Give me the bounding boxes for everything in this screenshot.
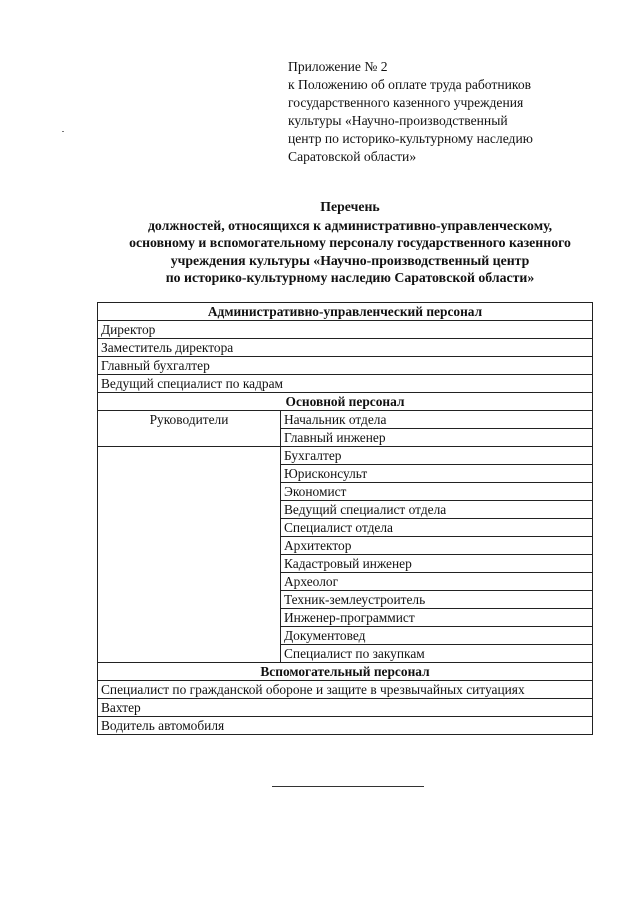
position-cell: Архитектор xyxy=(281,537,593,555)
position-cell: Бухгалтер xyxy=(281,447,593,465)
heading-title: Перечень xyxy=(320,199,380,214)
heading-line: основному и вспомогательному персоналу государственного казенного xyxy=(129,235,571,251)
position-cell: Водитель автомобиля xyxy=(98,717,593,735)
table-row xyxy=(98,717,593,735)
appendix-line: к Положению об оплате труда работников xyxy=(288,77,532,92)
end-divider-line xyxy=(272,786,424,787)
table-row xyxy=(98,393,593,411)
appendix-note xyxy=(288,58,618,166)
document-heading xyxy=(60,198,640,287)
table-row xyxy=(98,303,593,321)
table-row xyxy=(98,699,593,717)
table-row xyxy=(98,663,593,681)
heading-line: должностей, относящихся к административно-управленческому, xyxy=(147,217,553,233)
position-cell: Начальник отдела xyxy=(281,411,593,429)
table-row xyxy=(98,411,593,429)
position-cell: Экономист xyxy=(281,483,593,501)
section-header-admin: Административно-управленческий персонал xyxy=(98,303,593,321)
section-header-main: Основной персонал xyxy=(98,393,593,411)
heading-line: учреждения культуры «Научно-производственный центр xyxy=(170,252,530,268)
position-cell: Ведущий специалист по кадрам xyxy=(98,375,593,393)
position-cell: Главный инженер xyxy=(281,429,593,447)
position-cell: Специалист по закупкам xyxy=(281,645,593,663)
group-label-managers: Руководители xyxy=(98,411,281,447)
table-row xyxy=(98,321,593,339)
position-cell: Специалист отдела xyxy=(281,519,593,537)
table-row xyxy=(98,357,593,375)
section-header-support: Вспомогательный персонал xyxy=(98,663,593,681)
heading-line: по историко-культурному наследию Саратовской области» xyxy=(165,270,535,286)
appendix-line: Саратовской области» xyxy=(288,149,417,164)
position-cell: Кадастровый инженер xyxy=(281,555,593,573)
appendix-line: Приложение № 2 xyxy=(288,59,388,74)
position-cell: Заместитель директора xyxy=(98,339,593,357)
appendix-line: государственного казенного учреждения xyxy=(288,95,524,110)
scan-mark xyxy=(62,131,64,132)
table-row xyxy=(98,681,593,699)
position-cell: Инженер-программист xyxy=(281,609,593,627)
position-cell: Ведущий специалист отдела xyxy=(281,501,593,519)
position-cell: Документовед xyxy=(281,627,593,645)
table-row xyxy=(98,447,593,465)
position-cell: Вахтер xyxy=(98,699,593,717)
appendix-line: культуры «Научно-производственный xyxy=(288,113,508,128)
position-cell: Юрисконсульт xyxy=(281,465,593,483)
position-cell: Директор xyxy=(98,321,593,339)
position-cell: Техник-землеустроитель xyxy=(281,591,593,609)
appendix-line: центр по историко-культурному наследию xyxy=(288,131,533,146)
table-row xyxy=(98,375,593,393)
position-cell: Главный бухгалтер xyxy=(98,357,593,375)
positions-table xyxy=(97,302,593,735)
group-label-specialists xyxy=(98,447,281,663)
position-cell: Специалист по гражданской обороне и защите в чрезвычайных ситуациях xyxy=(98,681,593,699)
table-row xyxy=(98,339,593,357)
position-cell: Археолог xyxy=(281,573,593,591)
